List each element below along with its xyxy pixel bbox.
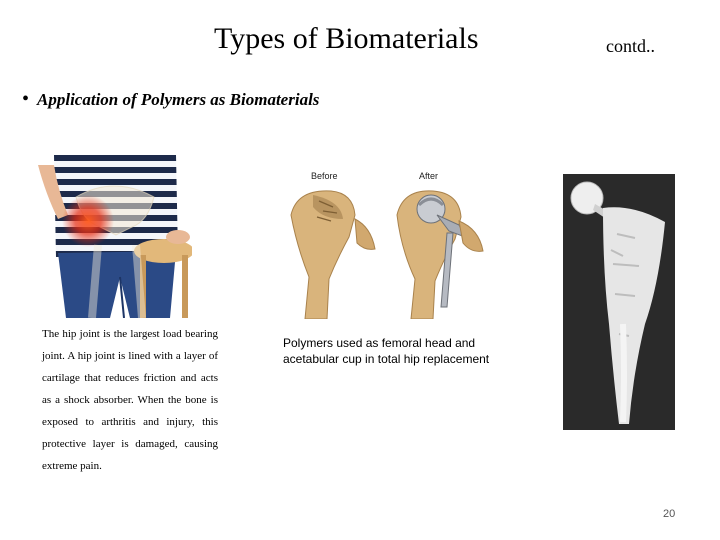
polymer-caption: Polymers used as femoral head and acetabular cup in total hip replacement	[283, 336, 490, 366]
hip-implant-photo	[563, 174, 675, 430]
slide-title: Types of Biomaterials	[214, 22, 479, 55]
hip-pain-photo-icon	[36, 155, 192, 318]
hip-replacement-before-after	[283, 167, 499, 319]
before-label: Before	[311, 171, 338, 181]
hip-joint-description: The hip joint is the largest load bearing joint. A hip joint is lined with a layer of cartilage that reduces friction and acts as a shock absorber. When the bone is exposed to arthritis and injury, this protective layer is damaged, causing extreme pain.	[42, 328, 218, 472]
hip-implant-xray-icon	[563, 174, 675, 430]
page-number: 20	[663, 508, 676, 520]
bullet-dot-icon: •	[22, 88, 30, 110]
hip-pain-photo	[36, 155, 192, 318]
after-label: After	[419, 171, 439, 181]
femur-bones-icon	[283, 167, 499, 319]
bullet-heading	[22, 88, 319, 111]
continued-label: contd..	[606, 36, 655, 56]
bullet-text: Application of Polymers as Biomaterials	[37, 90, 320, 109]
